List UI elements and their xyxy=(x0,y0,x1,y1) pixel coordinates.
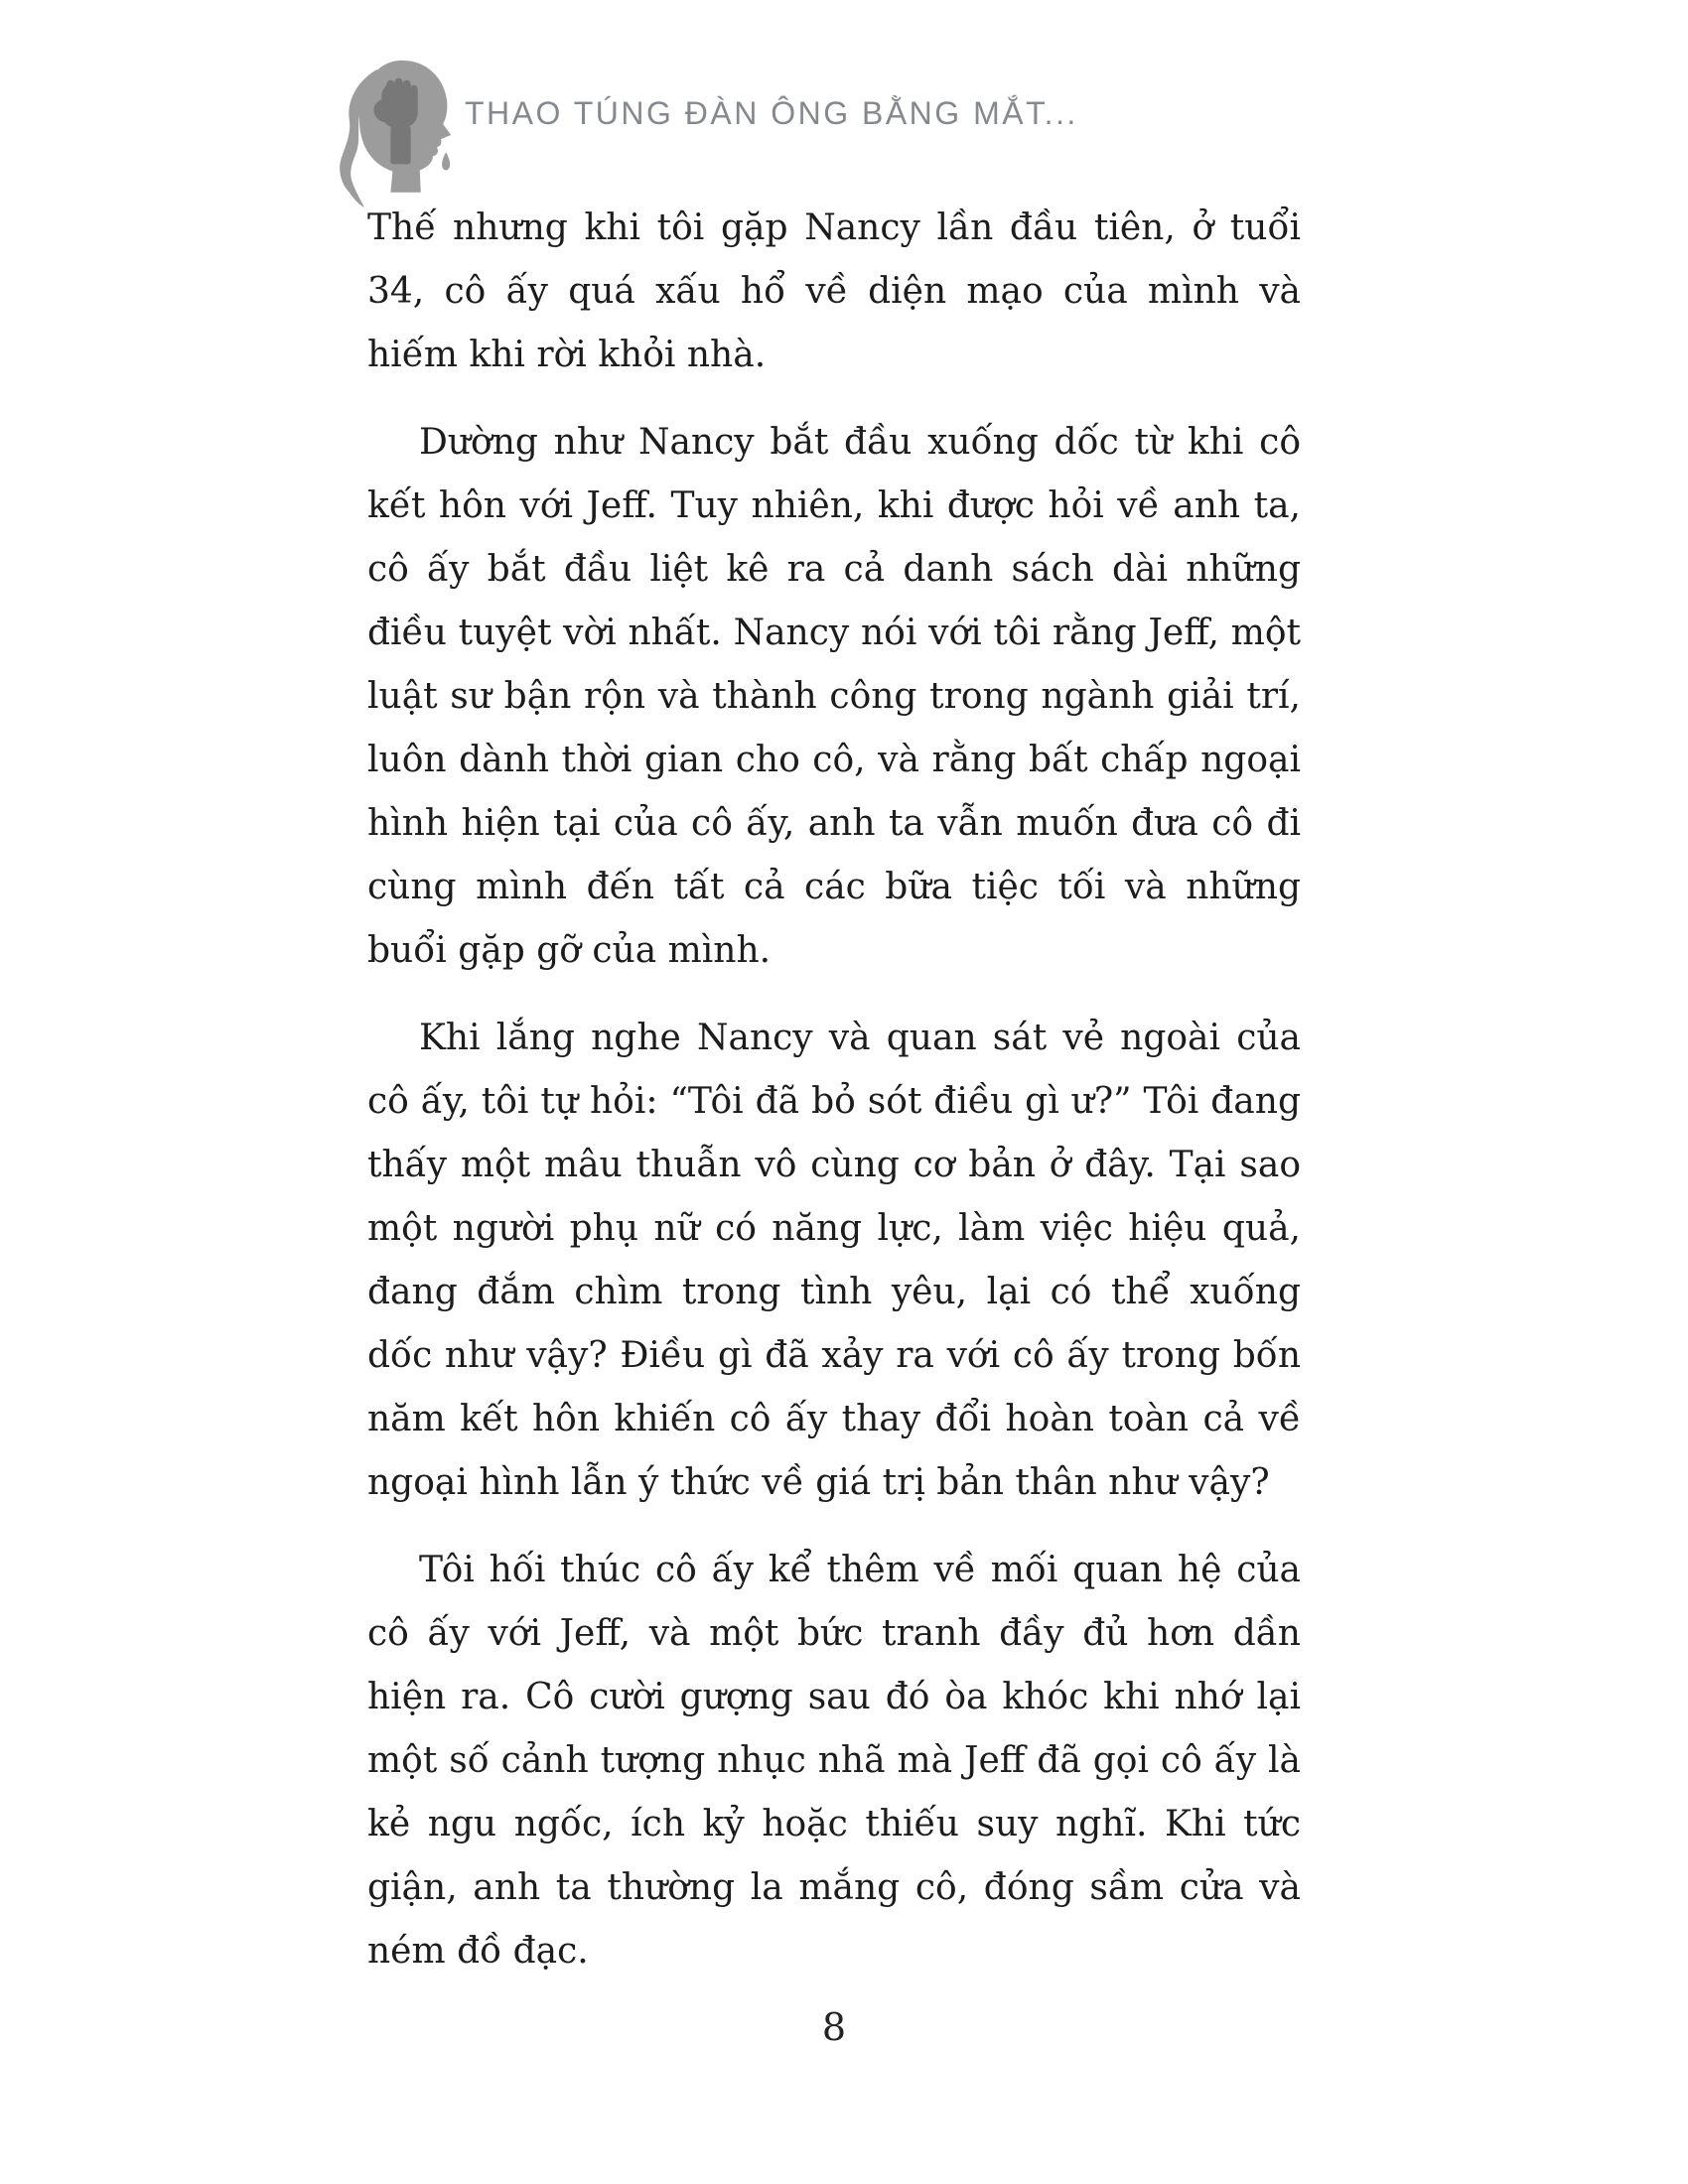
page-header xyxy=(0,0,1688,228)
paragraph: Tôi hối thúc cô ấy kể thêm về mối quan hệ của cô ấy với Jeff, và một bức tranh đầy đủ hơn dần hiện ra. Cô cười gượng sau đó òa khóc khi nhớ lại một số cảnh tượng nhục nhã mà Jeff đã gọi cô ấy là kẻ ngu ngốc, ích kỷ hoặc thiếu suy nghĩ. Khi tức giận, anh ta thường la mắng cô, đóng sầm cửa và ném đồ đạc. xyxy=(367,1550,1301,1972)
woman-fist-logo-icon xyxy=(336,58,463,208)
paragraph: Dường như Nancy bắt đầu xuống dốc từ khi cô kết hôn với Jeff. Tuy nhiên, khi được hỏi về anh ta, cô ấy bắt đầu liệt kê ra cả danh sách dài những điều tuyệt vời nhất. Nancy nói với tôi rằng Jeff, một luật sư bận rộn và thành công trong ngành giải trí, luôn dành thời gian cho cô, và rằng bất chấp ngoại hình hiện tại của cô ấy, anh ta vẫn muốn đưa cô đi cùng mình đến tất cả các bữa tiệc tối và những buổi gặp gỡ của mình. xyxy=(367,422,1301,971)
page-number: 8 xyxy=(821,2005,847,2049)
body-text xyxy=(367,197,1301,2007)
running-title: THAO TÚNG ĐÀN ÔNG BẰNG MẮT... xyxy=(465,95,1078,131)
paragraph: Thế nhưng khi tôi gặp Nancy lần đầu tiên, ở tuổi 34, cô ấy quá xấu hổ về diện mạo của mình và hiếm khi rời khỏi nhà. xyxy=(367,207,1301,375)
paragraph: Khi lắng nghe Nancy và quan sát vẻ ngoài của cô ấy, tôi tự hỏi: “Tôi đã bỏ sót điều gì ư?” Tôi đang thấy một mâu thuẫn vô cùng cơ bản ở đây. Tại sao một người phụ nữ có năng lực, làm việc hiệu quả, đang đắm chìm trong tình yêu, lại có thể xuống dốc như vậy? Điều gì đã xảy ra với cô ấy trong bốn năm kết hôn khiến cô ấy thay đổi hoàn toàn cả về ngoại hình lẫn ý thức về giá trị bản thân như vậy? xyxy=(367,1018,1301,1503)
